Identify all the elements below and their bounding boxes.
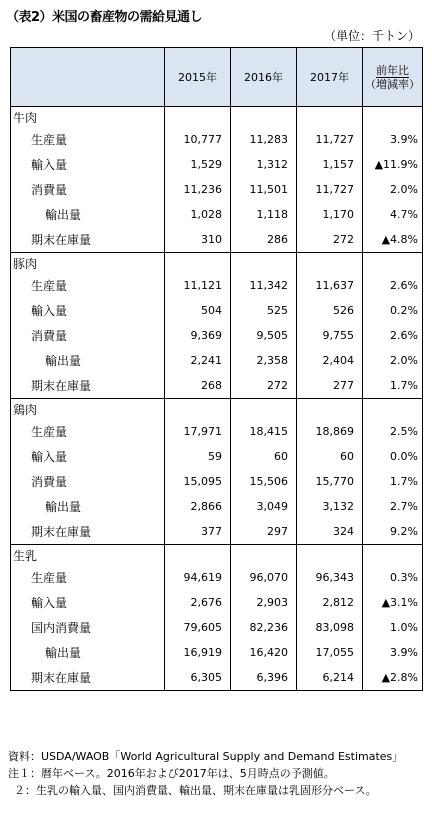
value-cell-2015: 1,529 <box>165 152 231 177</box>
table-row <box>11 615 423 640</box>
table-row <box>11 590 423 615</box>
value-cell-2017: 9,755 <box>297 323 363 348</box>
section-label: 鶏肉 <box>11 399 165 420</box>
row-label: 期末在庫量 <box>11 519 165 545</box>
value-cell-2015: 79,605 <box>165 615 231 640</box>
value-cell-2015: 15,095 <box>165 469 231 494</box>
value-cell-2015: 11,236 <box>165 177 231 202</box>
section-label: 牛肉 <box>11 107 165 128</box>
value-cell-2017: 18,869 <box>297 419 363 444</box>
yoy-cell: 2.0% <box>363 348 423 373</box>
value-cell-2015: 2,676 <box>165 590 231 615</box>
table-row <box>11 444 423 469</box>
table-row <box>11 227 423 253</box>
value-cell-2017: 83,098 <box>297 615 363 640</box>
yoy-cell: 3.9% <box>363 127 423 152</box>
note-2: ２：生乳の輸入量、国内消費量、輸出量、期末在庫量は乳固形分ベース。 <box>14 784 377 797</box>
table-row <box>11 348 423 373</box>
yoy-cell: 0.3% <box>363 565 423 590</box>
value-cell-2016: 6,396 <box>231 665 297 691</box>
section-empty-cell <box>231 107 297 128</box>
yoy-cell: ▲11.9% <box>363 152 423 177</box>
value-cell-2016: 18,415 <box>231 419 297 444</box>
header-2016: 2016年 <box>231 48 297 107</box>
value-cell-2015: 2,241 <box>165 348 231 373</box>
value-cell-2017: 272 <box>297 227 363 253</box>
table-row <box>11 298 423 323</box>
value-cell-2015: 10,777 <box>165 127 231 152</box>
header-yoy-line2: （増減率） <box>365 77 420 91</box>
row-label: 輸入量 <box>11 298 165 323</box>
value-cell-2017: 6,214 <box>297 665 363 691</box>
header-2017: 2017年 <box>297 48 363 107</box>
section-row <box>11 545 423 566</box>
section-empty-cell <box>231 253 297 274</box>
value-cell-2017: 15,770 <box>297 469 363 494</box>
yoy-cell: 2.5% <box>363 419 423 444</box>
value-cell-2016: 297 <box>231 519 297 545</box>
value-cell-2015: 504 <box>165 298 231 323</box>
yoy-cell: 1.7% <box>363 373 423 399</box>
value-cell-2016: 16,420 <box>231 640 297 665</box>
value-cell-2016: 3,049 <box>231 494 297 519</box>
value-cell-2015: 6,305 <box>165 665 231 691</box>
unit-label: （単位：千トン） <box>323 29 420 43</box>
section-row <box>11 253 423 274</box>
row-label: 期末在庫量 <box>11 665 165 691</box>
value-cell-2016: 11,283 <box>231 127 297 152</box>
section-empty-cell <box>231 545 297 566</box>
yoy-cell: ▲4.8% <box>363 227 423 253</box>
section-empty-cell <box>165 107 231 128</box>
row-label: 輸入量 <box>11 152 165 177</box>
value-cell-2015: 59 <box>165 444 231 469</box>
row-label: 生産量 <box>11 419 165 444</box>
section-row <box>11 399 423 420</box>
value-cell-2016: 525 <box>231 298 297 323</box>
yoy-cell: 0.0% <box>363 444 423 469</box>
value-cell-2017: 2,404 <box>297 348 363 373</box>
note-source: 資料：USDA/WAOB「World Agricultural Supply and Demand Estimates」 <box>8 750 404 763</box>
row-label: 輸入量 <box>11 590 165 615</box>
yoy-cell: 9.2% <box>363 519 423 545</box>
yoy-cell: ▲3.1% <box>363 590 423 615</box>
table-row <box>11 565 423 590</box>
value-cell-2016: 1,118 <box>231 202 297 227</box>
value-cell-2015: 17,971 <box>165 419 231 444</box>
row-label: 輸出量 <box>11 494 165 519</box>
notes <box>8 748 403 799</box>
row-label: 輸出量 <box>11 202 165 227</box>
row-label: 生産量 <box>11 565 165 590</box>
yoy-cell: 1.7% <box>363 469 423 494</box>
row-label: 消費量 <box>11 177 165 202</box>
value-cell-2017: 2,812 <box>297 590 363 615</box>
value-cell-2017: 3,132 <box>297 494 363 519</box>
row-label: 期末在庫量 <box>11 227 165 253</box>
table-row <box>11 640 423 665</box>
value-cell-2016: 60 <box>231 444 297 469</box>
value-cell-2017: 277 <box>297 373 363 399</box>
value-cell-2017: 17,055 <box>297 640 363 665</box>
table-row <box>11 127 423 152</box>
value-cell-2015: 1,028 <box>165 202 231 227</box>
row-label: 消費量 <box>11 469 165 494</box>
yoy-cell: 4.7% <box>363 202 423 227</box>
table-row <box>11 494 423 519</box>
value-cell-2015: 268 <box>165 373 231 399</box>
value-cell-2015: 377 <box>165 519 231 545</box>
value-cell-2016: 82,236 <box>231 615 297 640</box>
value-cell-2016: 272 <box>231 373 297 399</box>
section-empty-cell <box>297 399 363 420</box>
value-cell-2016: 15,506 <box>231 469 297 494</box>
section-empty-cell <box>165 399 231 420</box>
table-row <box>11 373 423 399</box>
table-row <box>11 665 423 691</box>
section-empty-cell <box>231 399 297 420</box>
section-empty-cell <box>363 253 423 274</box>
row-label: 輸入量 <box>11 444 165 469</box>
row-label: 輸出量 <box>11 348 165 373</box>
table-row <box>11 519 423 545</box>
value-cell-2015: 9,369 <box>165 323 231 348</box>
section-label: 生乳 <box>11 545 165 566</box>
yoy-cell: 2.6% <box>363 273 423 298</box>
table-title: （表2）米国の畜産物の需給見通し <box>6 10 203 25</box>
value-cell-2017: 60 <box>297 444 363 469</box>
section-label: 豚肉 <box>11 253 165 274</box>
table-row <box>11 177 423 202</box>
row-label: 輸出量 <box>11 640 165 665</box>
header-yoy <box>363 48 423 107</box>
section-row <box>11 107 423 128</box>
yoy-cell: 0.2% <box>363 298 423 323</box>
value-cell-2016: 1,312 <box>231 152 297 177</box>
section-empty-cell <box>297 107 363 128</box>
yoy-cell: 2.7% <box>363 494 423 519</box>
value-cell-2016: 96,070 <box>231 565 297 590</box>
value-cell-2017: 526 <box>297 298 363 323</box>
yoy-cell: ▲2.8% <box>363 665 423 691</box>
section-empty-cell <box>165 545 231 566</box>
section-empty-cell <box>165 253 231 274</box>
table-row <box>11 419 423 444</box>
table-row <box>11 469 423 494</box>
value-cell-2016: 11,342 <box>231 273 297 298</box>
header-2015: 2015年 <box>165 48 231 107</box>
value-cell-2015: 16,919 <box>165 640 231 665</box>
table-row <box>11 323 423 348</box>
row-label: 国内消費量 <box>11 615 165 640</box>
value-cell-2017: 11,727 <box>297 127 363 152</box>
header-yoy-line1: 前年比 <box>376 63 409 77</box>
header-row <box>11 48 423 107</box>
value-cell-2016: 9,505 <box>231 323 297 348</box>
row-label: 期末在庫量 <box>11 373 165 399</box>
header-corner <box>11 48 165 107</box>
section-empty-cell <box>363 399 423 420</box>
value-cell-2017: 1,170 <box>297 202 363 227</box>
value-cell-2015: 94,619 <box>165 565 231 590</box>
row-label: 消費量 <box>11 323 165 348</box>
value-cell-2017: 11,637 <box>297 273 363 298</box>
value-cell-2017: 324 <box>297 519 363 545</box>
value-cell-2015: 11,121 <box>165 273 231 298</box>
value-cell-2017: 1,157 <box>297 152 363 177</box>
value-cell-2016: 11,501 <box>231 177 297 202</box>
value-cell-2016: 2,903 <box>231 590 297 615</box>
row-label: 生産量 <box>11 273 165 298</box>
note-1: 注１：暦年ベース。2016年および2017年は、5月時点の予測値。 <box>8 767 335 780</box>
table-row <box>11 273 423 298</box>
value-cell-2015: 310 <box>165 227 231 253</box>
section-empty-cell <box>363 545 423 566</box>
table-row <box>11 202 423 227</box>
yoy-cell: 2.6% <box>363 323 423 348</box>
value-cell-2015: 2,866 <box>165 494 231 519</box>
table-row <box>11 152 423 177</box>
yoy-cell: 2.0% <box>363 177 423 202</box>
section-empty-cell <box>297 253 363 274</box>
yoy-cell: 3.9% <box>363 640 423 665</box>
row-label: 生産量 <box>11 127 165 152</box>
supply-demand-table <box>10 47 423 691</box>
value-cell-2017: 11,727 <box>297 177 363 202</box>
value-cell-2017: 96,343 <box>297 565 363 590</box>
section-empty-cell <box>363 107 423 128</box>
value-cell-2016: 2,358 <box>231 348 297 373</box>
yoy-cell: 1.0% <box>363 615 423 640</box>
value-cell-2016: 286 <box>231 227 297 253</box>
section-empty-cell <box>297 545 363 566</box>
